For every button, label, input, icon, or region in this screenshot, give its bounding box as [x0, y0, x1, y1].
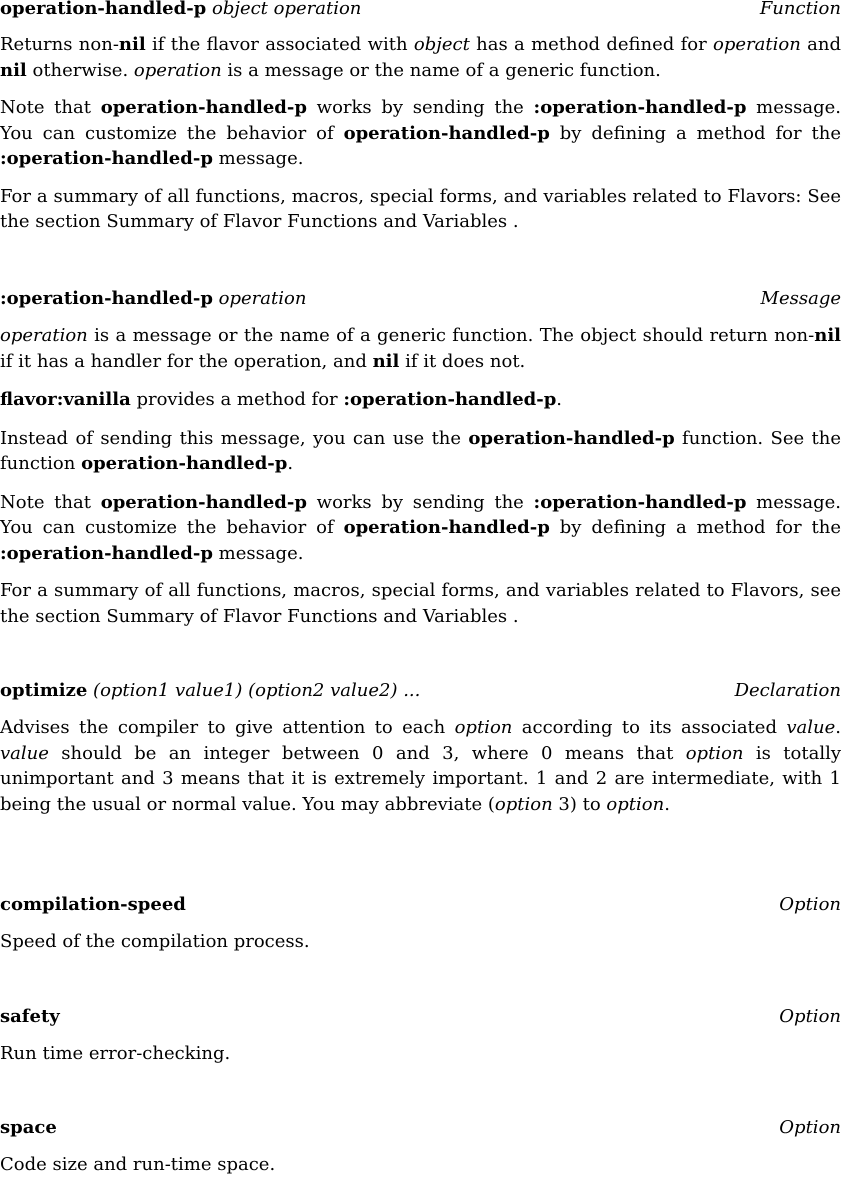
bold-term: :operation-handled-p [0, 542, 213, 564]
paragraph [0, 1041, 841, 1067]
entry-heading [0, 892, 841, 917]
text-run: by defining a method for the [549, 517, 841, 538]
paragraph [0, 387, 841, 413]
italic-term: option [685, 742, 744, 764]
text-run: message. [212, 148, 304, 169]
entry-name: operation-handled-p [0, 0, 207, 19]
paragraph [0, 715, 841, 817]
text-run: Speed of the compilation process. [0, 931, 310, 952]
text-run: if the flavor associated with [145, 34, 414, 55]
italic-term: value [0, 742, 49, 764]
bold-term: operation-handled-p [343, 517, 550, 538]
paragraph [0, 32, 841, 83]
text-run: message. [212, 542, 304, 564]
entry-name: compilation-speed [0, 894, 186, 915]
entry-kind: Message [760, 288, 841, 309]
text-run: Returns non- [0, 34, 119, 55]
text-run: . [287, 453, 294, 474]
italic-term: option [454, 717, 513, 738]
paragraph [0, 95, 841, 172]
text-run: 3) to [552, 793, 607, 815]
text-run: is totally unimportant and 3 means that it is extremely important. 1 and 2 are intermediate, with 1 being the usual or normal value. You may abbreviate ( [0, 742, 841, 815]
paragraph [0, 323, 841, 374]
entry-args: (option1 value1) (option2 value2) ... [93, 680, 421, 701]
text-run: . [835, 717, 841, 738]
text-run: Note that [0, 491, 101, 513]
entry-heading [0, 0, 841, 21]
entry-kind: Function [759, 0, 841, 19]
text-run: Note that [0, 97, 101, 118]
entry-heading [0, 678, 841, 703]
italic-term: operation [713, 34, 801, 55]
bold-term: operation-handled-p [343, 122, 550, 144]
bold-term: nil [814, 325, 841, 346]
bold-term: :operation-handled-p [533, 97, 747, 118]
entry-kind: Declaration [734, 680, 841, 701]
bold-term: operation-handled-p [468, 427, 675, 449]
bold-term: operation-handled-p [100, 97, 307, 118]
paragraph [0, 426, 841, 477]
text-run: message. You can customize the behavior of [0, 97, 841, 144]
entry-space [0, 1115, 841, 1178]
text-run: Advises the compiler to give attention to each [0, 717, 455, 738]
entry-safety [0, 1004, 841, 1067]
bold-term: :operation-handled-p [533, 491, 747, 513]
bold-term: operation-handled-p [100, 491, 307, 513]
paragraph [0, 929, 841, 955]
text-run: has a method defined for [469, 34, 714, 55]
bold-term: nil [0, 59, 27, 81]
text-run: message. You can customize the behavior of [0, 491, 841, 538]
entry-heading [0, 286, 841, 311]
text-run: . [556, 389, 563, 410]
entry-message-operation-handled-p [0, 286, 841, 629]
italic-term: option [606, 793, 665, 815]
entry-name: :operation-handled-p [0, 288, 213, 309]
entry-heading [0, 1115, 841, 1140]
italic-term: operation [0, 325, 88, 346]
text-run: Run time error-checking. [0, 1043, 231, 1064]
entry-kind: Option [779, 894, 841, 915]
text-run: provides a method for [130, 389, 344, 410]
text-run: by defining a method for the [549, 122, 841, 144]
text-run: For a summary of all functions, macros, special forms, and variables related to Flavors: See the section Summary of Flavor Functions and Variables . [0, 185, 841, 232]
text-run: works by sending the [306, 491, 534, 513]
entry-name: safety [0, 1006, 60, 1027]
text-run: Instead of sending this message, you can use the [0, 427, 469, 449]
entry-compilation-speed [0, 892, 841, 955]
italic-term: object [413, 34, 470, 55]
bold-term: operation-handled-p [81, 453, 288, 474]
entry-heading [0, 1004, 841, 1029]
paragraph [0, 490, 841, 567]
text-run: if it does not. [399, 350, 526, 372]
italic-term: operation [133, 59, 222, 81]
entry-name: space [0, 1117, 57, 1138]
text-run: should be an integer between 0 and 3, where 0 means that [48, 742, 686, 764]
text-run: if it has a handler for the operation, and [0, 350, 373, 372]
entry-args: operation [218, 288, 307, 309]
bold-term: flavor:vanilla [0, 389, 131, 410]
text-run: and [800, 34, 841, 55]
text-run: is a message or the name of a generic function. [221, 59, 661, 81]
text-run: works by sending the [306, 97, 534, 118]
text-run: function. See the function [0, 427, 841, 474]
paragraph [0, 1152, 841, 1178]
entry-args: object operation [212, 0, 362, 19]
text-run: according to its associated [512, 717, 787, 738]
text-run: Code size and run-time space. [0, 1154, 276, 1175]
text-run: otherwise. [26, 59, 134, 81]
bold-term: :operation-handled-p [343, 389, 557, 410]
entry-name: optimize [0, 680, 88, 701]
text-run: . [664, 793, 670, 815]
paragraph [0, 578, 841, 629]
text-run: For a summary of all functions, macros, special forms, and variables related to Flavors, see the section Summary of Flavor Functions and Variables . [0, 580, 841, 627]
italic-term: option [494, 793, 553, 815]
entry-optimize [0, 678, 841, 817]
text-run: is a message or the name of a generic function. The object should return non- [87, 325, 815, 346]
bold-term: nil [118, 34, 146, 55]
bold-term: nil [372, 350, 400, 372]
italic-term: value [786, 717, 836, 738]
paragraph [0, 184, 841, 235]
entry-kind: Option [779, 1006, 841, 1027]
entry-operation-handled-p [0, 0, 841, 235]
bold-term: :operation-handled-p [0, 148, 213, 169]
entry-kind: Option [779, 1117, 841, 1138]
